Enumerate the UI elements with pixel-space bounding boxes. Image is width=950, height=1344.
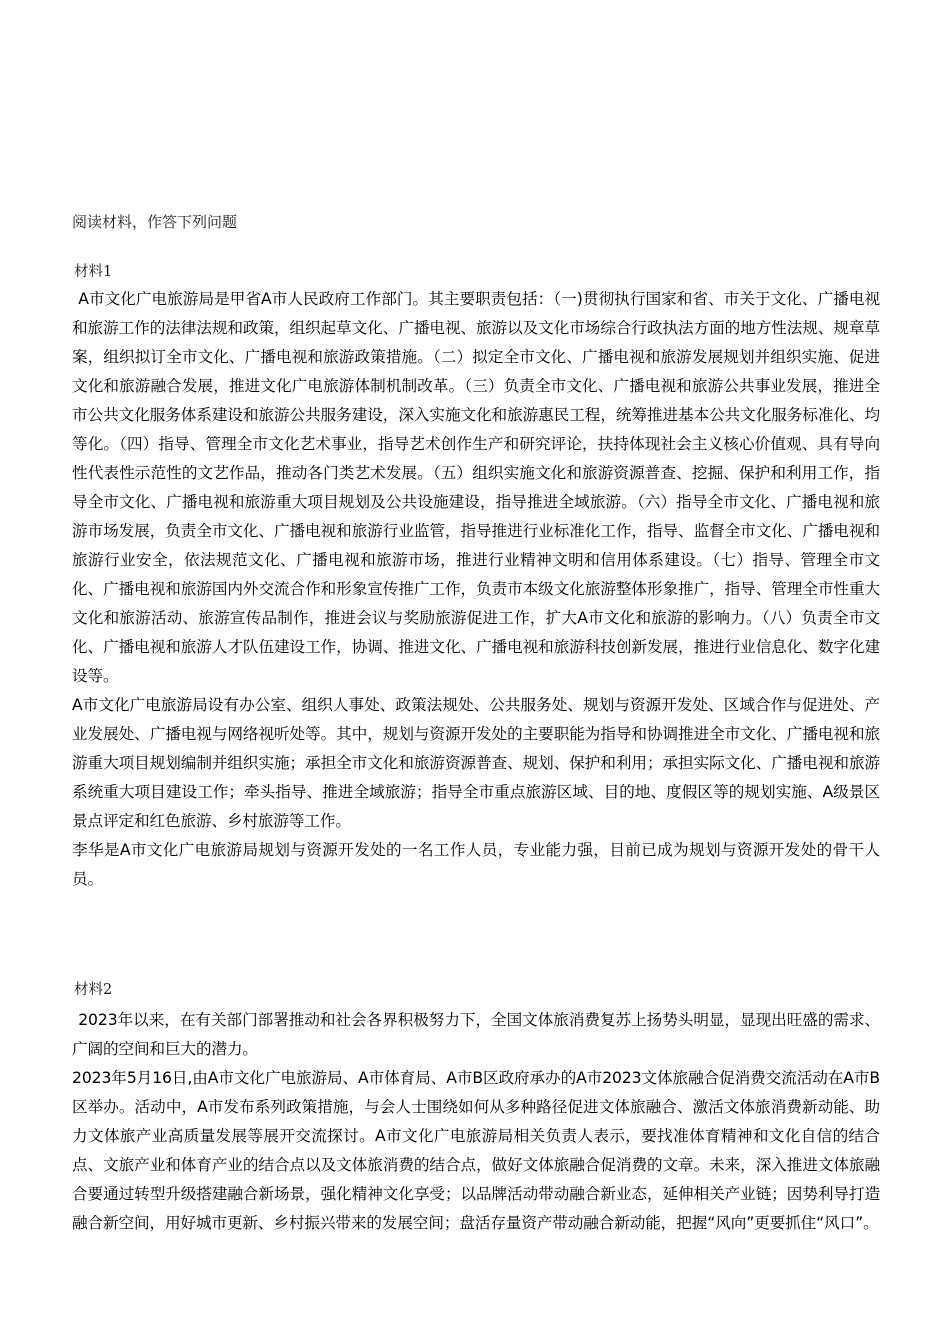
material2-body (72, 1006, 880, 1238)
material2-paragraph-event: 2023年5月16日,由A市文化广电旅游局、A市体育局、A市B区政府承办的A市2023文体旅融合促消费交流活动在A市B区举办。活动中，A市发布系列政策措施，与会人士围绕如何从多种路径促进文体旅融合、激活文体旅消费新动能、助力文体旅产业高质量发展等展开交流探讨。A市文化广电旅游局相关负责人表示，要找准体育精神和文化自信的结合点、文旅产业和体育产业的结合点以及文体旅消费的结合点，做好文体旅融合促消费的文章。未来，深入推进文体旅融合要通过转型升级搭建融合新场景，强化精神文化享受；以品牌活动带动融合新业态，延伸相关产业链；因势利导打造融合新空间，用好城市更新、乡村振兴带来的发展空间；盘活存量资产带动融合新动能，把握“风向”更要抓住“风口”。 (72, 1069, 880, 1232)
material2-paragraph-consumption: 2023年以来，在有关部门部署推动和社会各界积极努力下，全国文体旅消费复苏上扬势头明显，显现出旺盛的需求、广阔的空间和巨大的潜力。 (72, 1011, 880, 1058)
material1-paragraph-lihua: 李华是A市文化广电旅游局规划与资源开发处的一名工作人员，专业能力强，目前已成为规划与资源开发处的骨干人员。 (72, 841, 880, 888)
material1-paragraph-duties: A市文化广电旅游局是甲省A市人民政府工作部门。其主要职责包括：（一)贯彻执行国家和省、市关于文化、广播电视和旅游工作的法律法规和政策，组织起草文化、广播电视、旅游以及文化市场综合行政执法方面的地方性法规、规章草案，组织拟订全市文化、广播电视和旅游政策措施。（二）拟定全市文化、广播电视和旅游发展规划并组织实施、促进文化和旅游融合发展，推进文化广电旅游体制机制改革。（三）负责全市文化、广播电视和旅游公共事业发展，推进全市公共文化服务体系建设和旅游公共服务建设，深入实施文化和旅游惠民工程，统筹推进基本公共文化服务标准化、均等化。（四）指导、管理全市文化艺术事业，指导艺术创作生产和研究评论，扶持体现社会主义核心价值观、具有导向性代表性示范性的文艺作品，推动各门类艺术发展。（五）组织实施文化和旅游资源普查、挖掘、保护和利用工作，指导全市文化、广播电视和旅游重大项目规划及公共设施建设，指导推进全域旅游。（六）指导全市文化、广播电视和旅游市场发展，负责全市文化、广播电视和旅游行业监管，指导推进行业标准化工作，指导、监督全市文化、广播电视和旅游行业安全，依法规范文化、广播电视和旅游市场，推进行业精神文明和信用体系建设。（七）指导、管理全市文化、广播电视和旅游国内外交流合作和形象宣传推广工作，负责市本级文化旅游整体形象推广，指导、管理全市性重大文化和旅游活动、旅游宣传品制作，推进会议与奖励旅游促进工作，扩大A市文化和旅游的影响力。（八）负责全市文化、广播电视和旅游人才队伍建设工作，协调、推进文化、广播电视和旅游科技创新发展，推进行业信息化、数字化建设等。 (72, 290, 880, 685)
material1-paragraph-departments: A市文化广电旅游局设有办公室、组织人事处、政策法规处、公共服务处、规划与资源开发处、区域合作与促进处、产业发展处、广播电视与网络视听处等。其中，规划与资源开发处的主要职能为指导和协调推进全市文化、广播电视和旅游重大项目规划编制并组织实施；承担全市文化和旅游资源普查、规划、保护和利用；承担实际文化、广播电视和旅游系统重大项目建设工作；牵头指导、推进全域旅游；指导全市重点旅游区域、目的地、度假区等的规划实施、A级景区景点评定和红色旅游、乡村旅游等工作。 (72, 696, 880, 830)
material1-label: 材料1 (74, 264, 113, 280)
material2-label: 材料2 (74, 982, 113, 998)
material1-body (72, 285, 880, 894)
question-instruction: 阅读材料，作答下列问题 (72, 213, 238, 231)
